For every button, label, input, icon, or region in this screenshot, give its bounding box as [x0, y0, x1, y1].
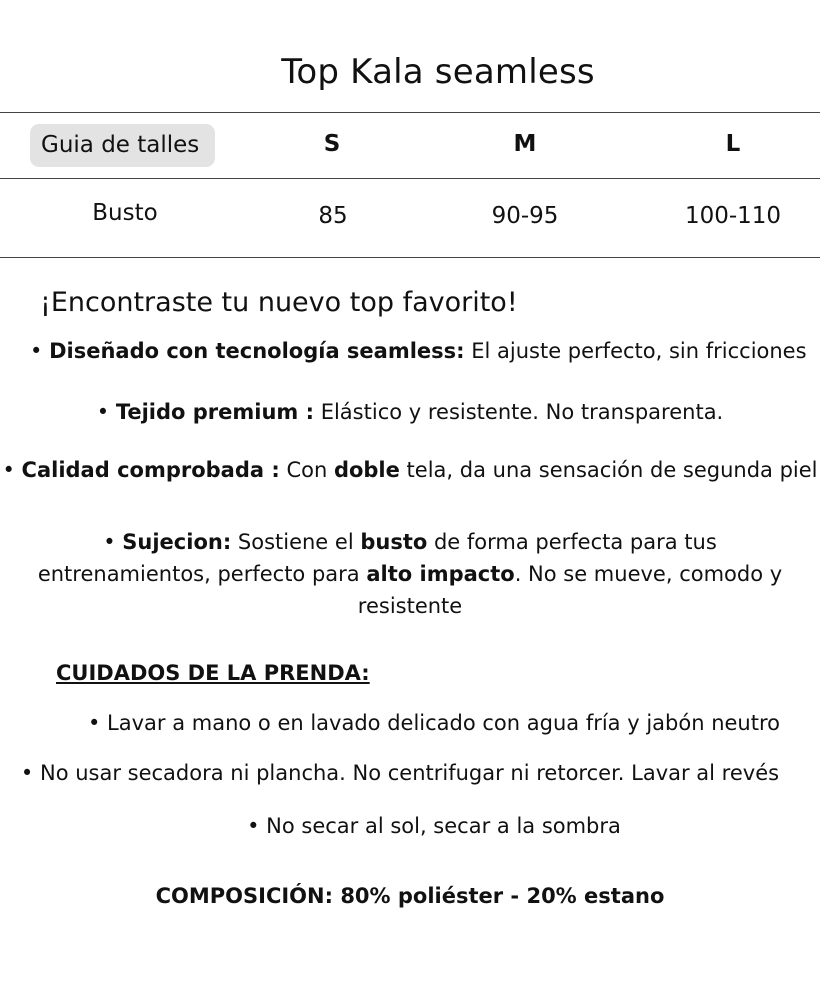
feature-text: Elástico y resistente. No transparenta.	[314, 400, 724, 424]
feature-bold: busto	[360, 530, 428, 554]
busto-value-s: 85	[318, 203, 348, 229]
product-title: Top Kala seamless	[281, 52, 595, 92]
feature-sujecion-line3: resistente	[357, 594, 463, 618]
feature-title: Calidad comprobada :	[21, 458, 280, 482]
bullet: •	[30, 339, 43, 363]
headline: ¡Encontraste tu nuevo top favorito!	[40, 287, 518, 318]
feature-seamless	[30, 339, 807, 363]
feature-text: Con	[279, 458, 334, 482]
feature-title: Tejido premium :	[115, 400, 315, 424]
feature-bold: doble	[333, 458, 400, 482]
bullet: •	[96, 400, 110, 424]
care-item-sun: • No secar al sol, secar a la sombra	[247, 814, 621, 838]
feature-text: de forma perfecta para tus	[427, 530, 717, 554]
feature-sujecion-line1	[0, 530, 820, 554]
feature-sujecion-line2	[0, 562, 820, 586]
feature-calidad	[0, 458, 820, 482]
feature-text: entrenamientos, perfecto para	[37, 562, 367, 586]
care-heading: CUIDADOS DE LA PRENDA:	[56, 661, 370, 685]
table-top-divider	[0, 112, 820, 113]
size-header-l: L	[725, 131, 741, 157]
care-item-wash: • Lavar a mano o en lavado delicado con agua fría y jabón neutro	[87, 711, 780, 735]
bullet: •	[103, 530, 116, 554]
feature-text: El ajuste perfecto, sin fricciones	[464, 339, 807, 363]
feature-bold: alto impacto	[366, 562, 515, 586]
table-header-divider	[0, 178, 820, 179]
care-item-dryer: • No usar secadora ni plancha. No centrifugar ni retorcer. Lavar al revés	[20, 761, 780, 785]
feature-title: Sujecion:	[122, 530, 232, 554]
table-bottom-divider	[0, 257, 820, 258]
busto-value-m: 90-95	[491, 203, 559, 229]
row-label-busto: Busto	[92, 200, 158, 226]
size-header-m: M	[513, 131, 537, 157]
busto-value-l: 100-110	[684, 203, 782, 229]
feature-tejido	[0, 400, 820, 424]
size-guide-label: Guia de talles	[30, 124, 215, 167]
composition: COMPOSICIÓN: 80% poliéster - 20% estano	[155, 884, 665, 908]
bullet: •	[2, 458, 15, 482]
feature-title: Diseñado con tecnología seamless:	[49, 339, 465, 363]
feature-text: tela, da una sensación de segunda piel	[399, 458, 818, 482]
feature-text: Sostiene el	[231, 530, 361, 554]
size-header-s: S	[323, 131, 341, 157]
feature-text: . No se mueve, comodo y	[514, 562, 783, 586]
